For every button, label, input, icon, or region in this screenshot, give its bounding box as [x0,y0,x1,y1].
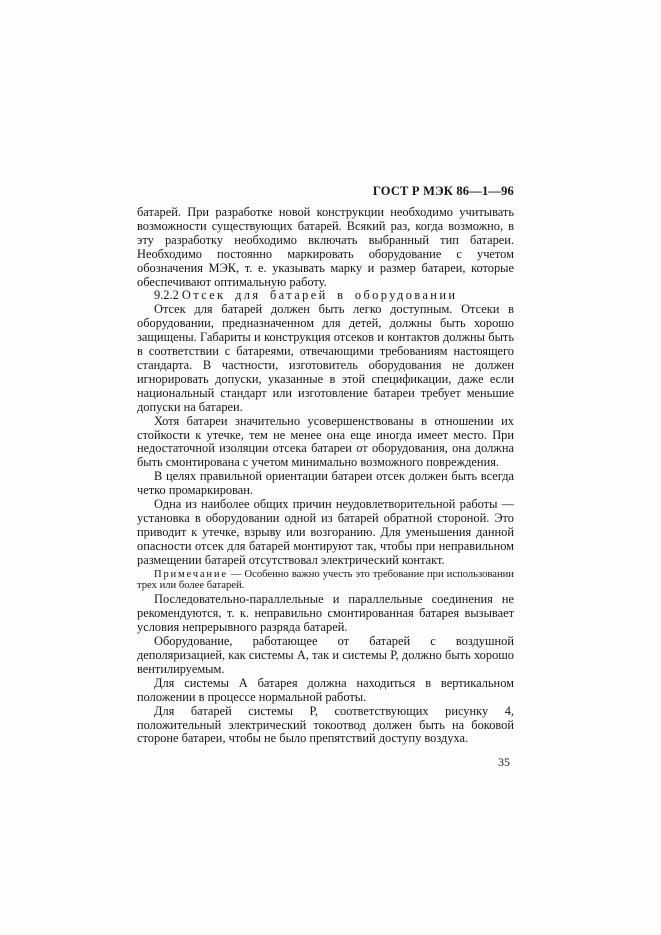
section-number: 9.2.2 [154,288,179,303]
paragraph-system-p: Для батарей системы Р, соответствующих рисунку 4, положительный электрический токоотвод должен быть на боковой стороне батареи, чтобы не было препятствий доступу воздуха. [137,703,514,746]
page-number: 35 [498,755,510,770]
section-heading [137,289,514,303]
note-label: Примечание [154,568,228,580]
paragraph-orientation-marking: В целях правильной ориентации батареи отсек должен быть всегда четко промаркирован. [137,469,514,498]
paragraph-continuation: батарей. При разработке новой конструкции необходимо учитывать возможности существующих батарей. Всякий раз, когда возможно, в эту разработку необходимо включать выбранный тип батареи. Необходимо постоянно маркировать оборудование с учетом обозначения МЭК, т. е. указывать марку и размер батареи, которые обеспечивают оптимальную работу. [137,205,514,289]
text-block [137,184,514,770]
note-paragraph [137,569,514,593]
paragraph-leakage: Хотя батареи значительно усовершенствованы в отношении их стойкости к утечке, тем не менее она еще иногда имеет место. При недостаточной изоляции отсека батареи от оборудования, она должна быть смонтирована с учетом минимально возможного повреждения. [137,413,514,470]
note-text: — Особенно важно учесть это требование при использовании трех или более батарей. [137,568,514,592]
paragraph-battery-compartment: Отсек для батарей должен быть легко доступным. Отсеки в оборудовании, предназначенном для детей, должны быть хорошо защищены. Габариты и конструкция отсеков и контактов должны быть в соответствии с батареями, отвечающими требованиям настоящего стандарта. В частности, изготовитель оборудования не должен игнорировать допуски, указанные в этой спецификации, даже если национальный стандарт или изготовление батареи требует меньшие допуски на батареи. [137,302,514,414]
section-title: Отсек для батарей в оборудовании [181,288,458,303]
paragraph-air-depolarization: Оборудование, работающее от батарей с воздушной деполяризацией, как системы А, так и системы Р, должно быть хорошо вентилируемым. [137,634,514,676]
paragraph-series-parallel: Последовательно-параллельные и параллельные соединения не рекомендуются, т. к. неправильно смонтированная батарея вызывает условия непрерывного разряда батарей. [137,592,514,635]
paragraph-system-a: Для системы А батарея должна находиться в вертикальном положении в процессе нормальной работы. [137,675,514,704]
document-header: ГОСТ Р МЭК 86—1—96 [372,184,514,198]
paragraph-reverse-installation: Одна из наиболее общих причин неудовлетворительной работы — установка в оборудовании одной из батарей обратной стороной. Это приводит к утечке, взрыву или возгоранию. Для уменьшения данной опасности отсек для батарей монтируют так, чтобы при неправильном размещении батарей отсутствовал электрический контакт. [137,497,514,567]
